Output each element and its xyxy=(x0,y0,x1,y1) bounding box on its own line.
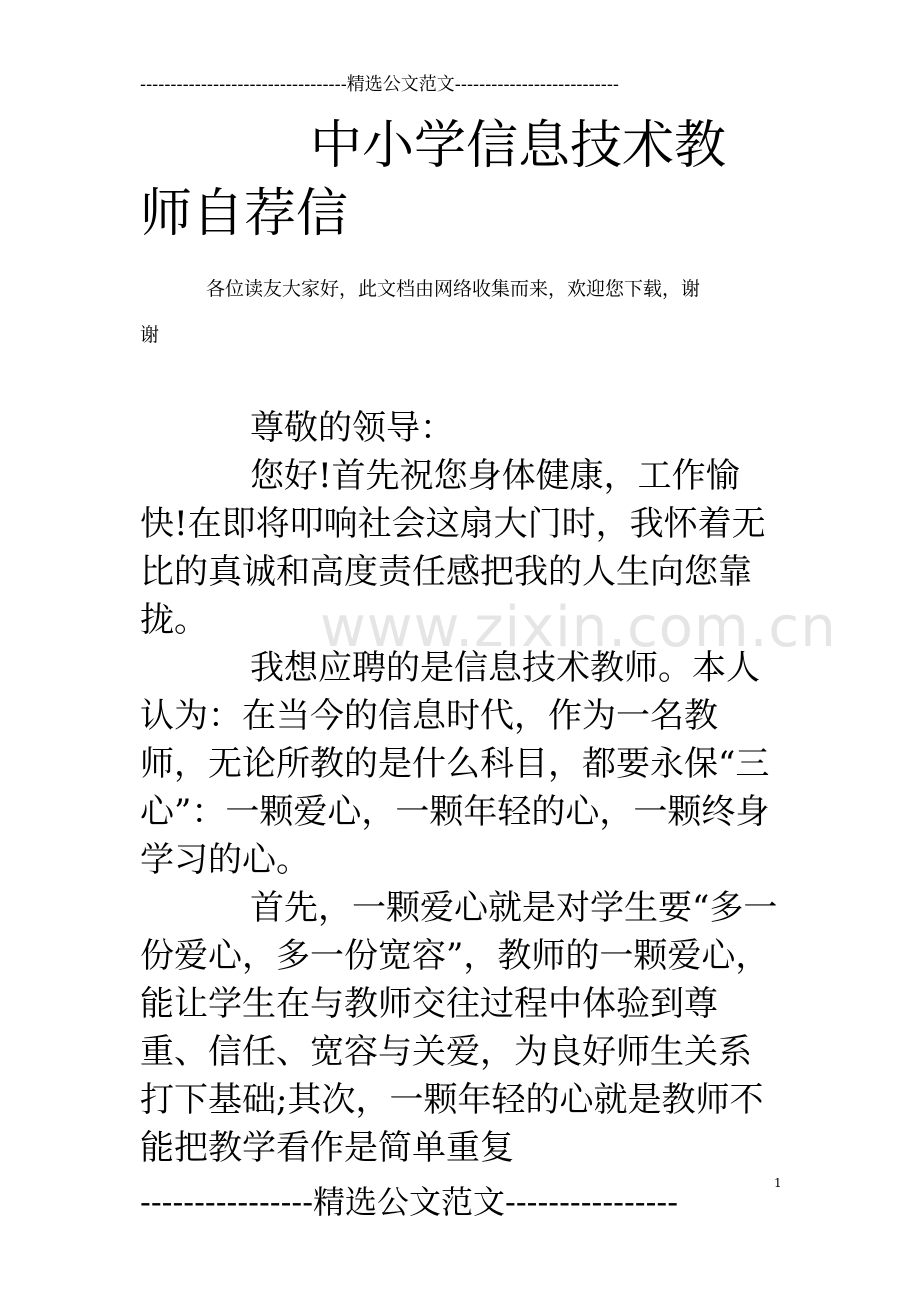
paragraph-greeting: 您好!首先祝您身体健康，工作愉快!在即将叩响社会这扇大门时，我怀着无比的真诚和高度责任感把我的人生向您靠拢。 xyxy=(140,456,766,640)
page-footer: ----------------精选公文范文---------------- xyxy=(140,1183,679,1221)
paragraph-three-hearts: 首先，一颗爱心就是对学生要“多一份爱心，多一份宽容”，教师的一颗爱心，能让学生在与教师交往过程中体验到尊重、信任、宽容与关爱，为良好师生关系打下基础;其次，一颗年轻的心就是教师不能把教学看作是简单重复 xyxy=(140,888,778,1168)
title-line-1: 中小学信息技术教 xyxy=(310,116,727,176)
letter-body xyxy=(140,404,780,1172)
title-line-2: 师自荐信 xyxy=(140,184,349,244)
download-notice xyxy=(140,266,780,358)
paragraph-position: 我想应聘的是信息技术教师。本人认为：在当今的信息时代，作为一名教师，无论所教的是什么科目，都要永保“三心”：一颗爱心，一颗年轻的心，一颗终身学习的心。 xyxy=(140,648,770,880)
page-number: 1 xyxy=(774,1176,782,1190)
notice-line-1: 各位读友大家好，此文档由网络收集而来，欢迎您下载，谢 xyxy=(206,278,701,300)
salutation: 尊敬的领导： xyxy=(250,408,454,448)
document-title xyxy=(140,112,780,248)
notice-line-2: 谢 xyxy=(140,324,160,346)
page-header: ----------------------------------精选公文范文--------------------------- xyxy=(140,74,620,95)
watermark: www.zixin.com.cn xyxy=(320,595,837,660)
